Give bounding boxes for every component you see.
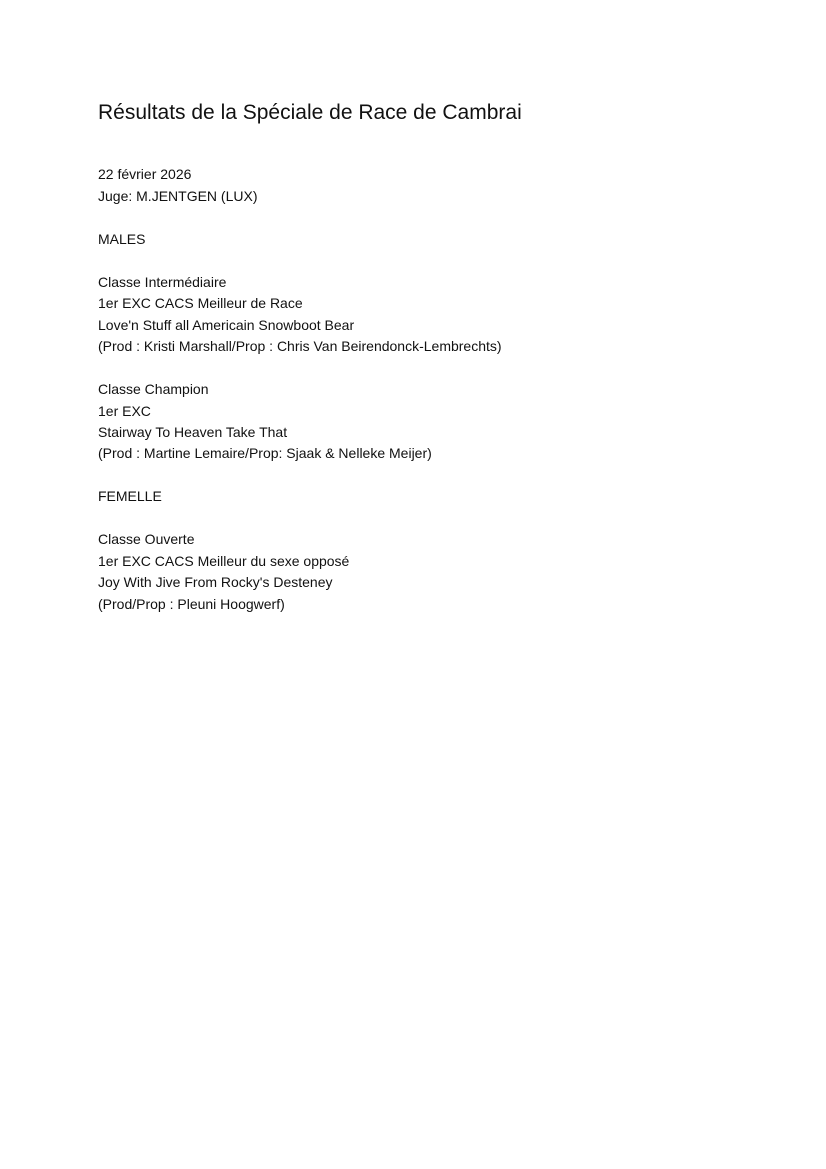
class-open-title: Classe Ouverte [98, 531, 195, 547]
document-title: Résultats de la Spéciale de Race de Cambrai [98, 101, 522, 124]
class-champion-award: 1er EXC [98, 403, 151, 419]
class-champion-dog: Stairway To Heaven Take That [98, 424, 288, 440]
class-open-owners: (Prod/Prop : Pleuni Hoogwerf) [98, 596, 285, 612]
males-heading: MALES [98, 231, 146, 247]
judge-line: Juge: M.JENTGEN (LUX) [98, 188, 258, 204]
females-heading: FEMELLE [98, 488, 162, 504]
class-intermediate-dog: Love'n Stuff all Americain Snowboot Bear [98, 317, 355, 333]
class-intermediate-owners: (Prod : Kristi Marshall/Prop : Chris Van Beirendonck-Lembrechts) [98, 338, 502, 354]
class-open-award: 1er EXC CACS Meilleur du sexe opposé [98, 553, 350, 569]
class-open-dog: Joy With Jive From Rocky's Desteney [98, 574, 333, 590]
class-champion-owners: (Prod : Martine Lemaire/Prop: Sjaak & Nelleke Meijer) [98, 445, 432, 461]
class-champion-title: Classe Champion [98, 381, 209, 397]
class-intermediate-title: Classe Intermédiaire [98, 274, 227, 290]
event-date: 22 février 2026 [98, 166, 192, 182]
class-intermediate-award: 1er EXC CACS Meilleur de Race [98, 295, 303, 311]
